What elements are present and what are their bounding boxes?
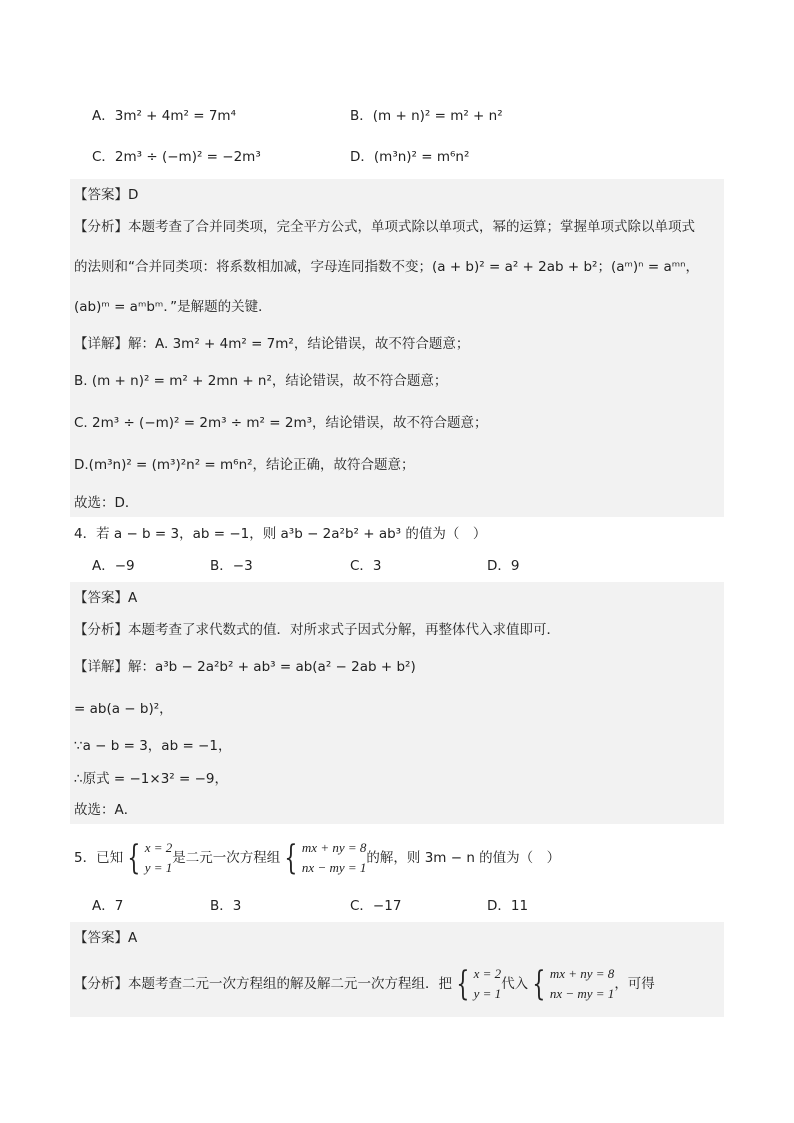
q5-question <box>74 836 560 880</box>
q5-sys2-line1: mx + ny = 8 <box>301 840 367 855</box>
q4-detail-line-4: ∴原式 = −1×3² = −9， <box>74 771 228 787</box>
q5-sys1-line1: x = 2 <box>144 840 173 855</box>
q4-question: 4．若 a − b = 3，ab = −1，则 a³b − 2a²b² + ab³ 的值为（ ） <box>74 526 487 542</box>
q3-analysis-line-1: 【分析】本题考查了合并同类项，完全平方公式，单项式除以单项式，幂的运算；掌握单项式除以单项式 <box>74 219 695 235</box>
q4-option-c: C．3 <box>350 558 382 574</box>
q5-suffix: 的解，则 3m − n 的值为（ ） <box>366 850 561 866</box>
q5-analysis-sys1-line2: y = 1 <box>473 986 502 1001</box>
q3-choose: 故选：D． <box>74 495 139 511</box>
q3-option-d: D．(m³n)² = m⁶n² <box>350 149 470 165</box>
q4-answer: 【答案】A <box>74 590 138 606</box>
q4-analysis: 【分析】本题考查了求代数式的值．对所求式子因式分解，再整体代入求值即可． <box>74 622 560 638</box>
q3-option-a: A．3m² + 4m² = 7m⁴ <box>92 108 236 124</box>
q5-system-2 <box>280 836 366 880</box>
q5-option-a: A．7 <box>92 898 124 914</box>
q3-detail-line-3: C. 2m³ ÷ (−m)² = 2m³ ÷ m² = 2m³，结论错误，故不符合题意； <box>74 415 488 431</box>
q5-analysis-sys2-line1: mx + ny = 8 <box>549 966 615 981</box>
q4-choose: 故选：A． <box>74 802 138 818</box>
q5-analysis-sys2-line2: nx − my = 1 <box>549 986 615 1001</box>
q3-answer: 【答案】D <box>74 187 139 203</box>
q5-analysis-system-2 <box>528 962 614 1006</box>
q5-system-1 <box>123 836 172 880</box>
q5-option-c: C．−17 <box>350 898 402 914</box>
q3-analysis-line-3: (ab)ᵐ = aᵐbᵐ．”是解题的关键． <box>74 299 272 315</box>
q5-analysis-sys1-line1: x = 2 <box>473 966 502 981</box>
q4-detail-line-3: ∵a − b = 3，ab = −1， <box>74 738 232 754</box>
q5-middle: 是二元一次方程组 <box>172 850 281 866</box>
q3-detail-line-1: 【详解】解：A. 3m² + 4m² = 7m²，结论错误，故不符合题意； <box>74 336 470 352</box>
q3-detail-line-4: D.(m³n)² = (m³)²n² = m⁶n²，结论正确，故符合题意； <box>74 457 415 473</box>
q4-option-a: A．−9 <box>92 558 135 574</box>
q5-sys2-line2: nx − my = 1 <box>301 860 367 875</box>
q4-option-d: D．9 <box>487 558 520 574</box>
q4-detail-line-2: = ab(a − b)²， <box>74 701 173 717</box>
q5-analysis <box>74 962 655 1006</box>
q3-analysis-line-2: 的法则和“合并同类项：将系数相加减，字母连同指数不变；(a + b)² = a² + 2ab + b²；(aᵐ)ⁿ = aᵐⁿ， <box>74 259 700 275</box>
q5-analysis-prefix: 【分析】本题考查二元一次方程组的解及解二元一次方程组．把 <box>74 976 452 992</box>
left-brace-icon: { <box>284 838 298 878</box>
q5-answer: 【答案】A <box>74 930 138 946</box>
q5-prefix: 5．已知 <box>74 850 124 866</box>
q4-option-b: B．−3 <box>210 558 253 574</box>
q5-analysis-suffix: ，可得 <box>614 976 655 992</box>
q5-analysis-system-1 <box>452 962 501 1006</box>
left-brace-icon: { <box>456 964 470 1004</box>
q3-detail-line-2: B. (m + n)² = m² + 2mn + n²，结论错误，故不符合题意； <box>74 373 448 389</box>
q4-detail-line-1: 【详解】解：a³b − 2a²b² + ab³ = ab(a² − 2ab + b²) <box>74 659 416 675</box>
q5-option-d: D．11 <box>487 898 529 914</box>
q5-option-b: B．3 <box>210 898 242 914</box>
q5-analysis-middle: 代入 <box>501 976 529 992</box>
q5-sys1-line2: y = 1 <box>144 860 173 875</box>
q3-option-b: B．(m + n)² = m² + n² <box>350 108 503 124</box>
q3-option-c: C．2m³ ÷ (−m)² = −2m³ <box>92 149 261 165</box>
left-brace-icon: { <box>532 964 546 1004</box>
left-brace-icon: { <box>127 838 141 878</box>
